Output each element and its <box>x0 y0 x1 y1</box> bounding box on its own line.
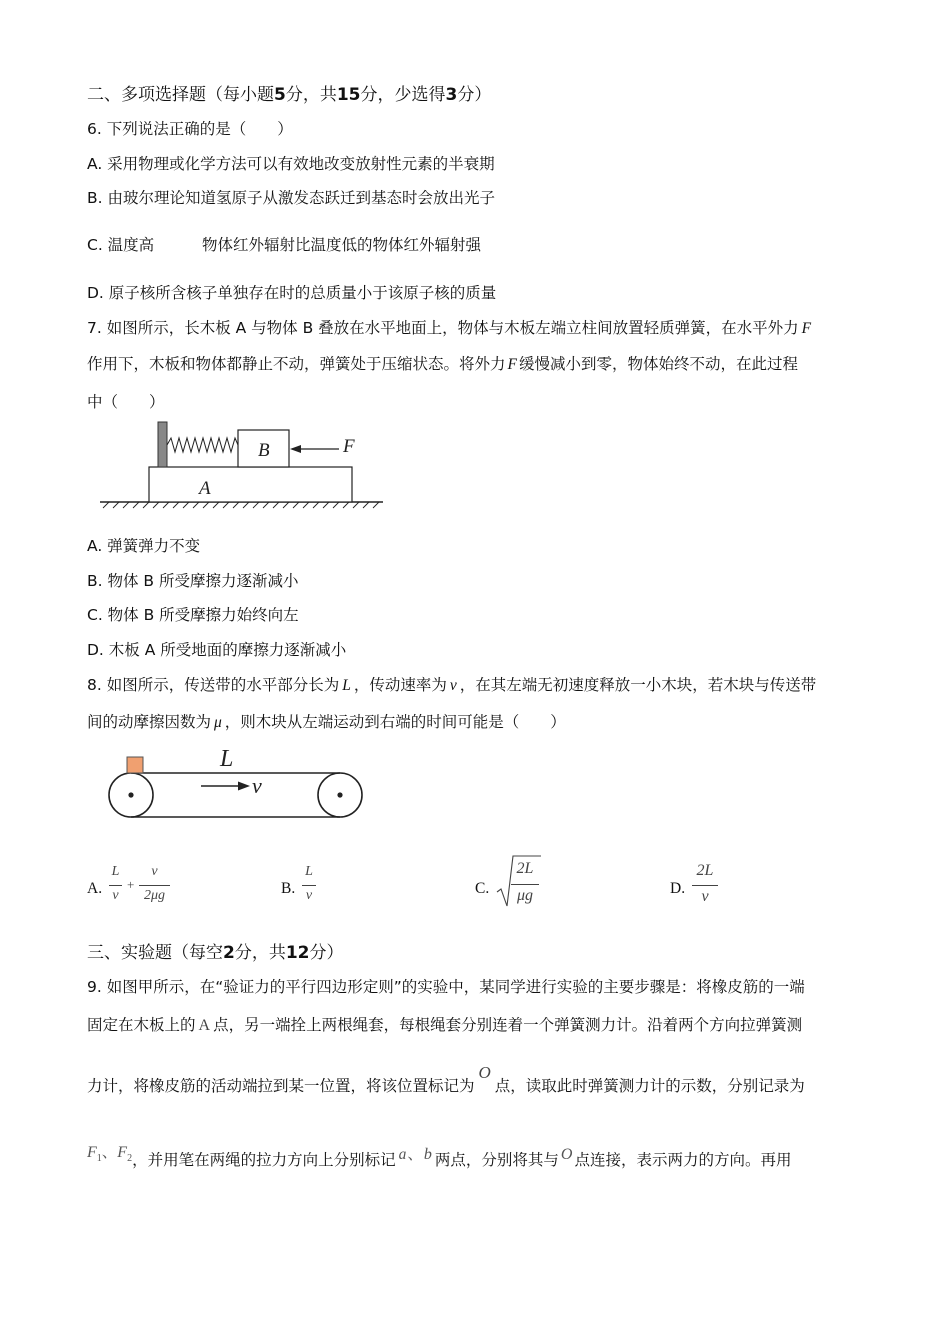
fraction-bar <box>511 884 539 885</box>
question-6-option-a: A. 采用物理或化学方法可以有效地改变放射性元素的半衰期 <box>87 155 495 173</box>
question-7-option-d: D. 木板 A 所受地面的摩擦力逐渐减小 <box>87 641 347 659</box>
heading-number: 3 <box>445 85 458 105</box>
heading-number: 15 <box>336 85 361 105</box>
stem-text: 间的动摩擦因数为 <box>87 713 212 731</box>
option-a-fraction-2 <box>139 864 170 908</box>
heading-number: 5 <box>274 85 286 105</box>
board-A <box>149 467 352 502</box>
separator: 、 <box>101 1143 118 1161</box>
question-9-line-1: 9. 如图甲所示，在“验证力的平行四边形定则”的实验中，某同学进行实验的主要步骤是：将橡皮筋的一端 <box>87 978 805 996</box>
heading-text: 二、多项选择题（每小题 <box>87 85 274 105</box>
numerator: L <box>305 864 313 879</box>
variable-F1: F <box>87 1144 97 1161</box>
heading-text: 三、实验题（每空 <box>87 943 223 963</box>
stem-text: 力计，将橡皮筋的活动端拉到某一位置，将该位置标记为 <box>87 1077 475 1095</box>
option-b-fraction <box>302 864 316 908</box>
stem-text: 点，读取此时弹簧测力计的示数，分别记录为 <box>494 1077 805 1095</box>
question-9-line-4 <box>87 1143 792 1172</box>
fraction-bar <box>692 885 718 886</box>
question-7-option-a: A. 弹簧弹力不变 <box>87 537 201 555</box>
label-B: B <box>258 440 270 461</box>
point-O: O <box>478 1063 491 1082</box>
question-6-option-d: D. 原子核所含核子单独存在时的总质量小于该原子核的质量 <box>87 284 497 302</box>
variable-F: F <box>801 320 812 337</box>
stem-text: 8. 如图所示，传送带的水平部分长为 <box>87 676 340 694</box>
question-7-option-c: C. 物体 B 所受摩擦力始终向左 <box>87 606 299 624</box>
heading-text: 分） <box>309 943 344 963</box>
heading-text: 分） <box>457 85 492 105</box>
plus-sign: + <box>127 877 135 892</box>
stem-text: 两点，分别将其与 <box>434 1151 559 1169</box>
stem-text: 作用下，木板和物体都静止不动，弹簧处于压缩状态。将外力 <box>87 355 506 373</box>
question-9-line-3 <box>87 1063 805 1096</box>
wooden-block <box>127 757 143 773</box>
force-arrow-head <box>290 445 301 453</box>
variable-L: L <box>342 677 351 694</box>
question-7-line-2 <box>87 352 798 374</box>
option-a-fraction-1 <box>109 864 122 908</box>
question-7-line-3: 中（ ） <box>87 393 165 411</box>
label-v: v <box>252 773 262 798</box>
question-8-option-d-label: D. <box>670 880 686 897</box>
option-c-fraction <box>511 858 539 908</box>
fraction-bar <box>139 885 170 886</box>
point-a: a <box>398 1146 407 1163</box>
question-8-line-1 <box>87 673 816 695</box>
question-7-line-1 <box>87 316 811 338</box>
denominator: 2μg <box>143 888 166 903</box>
numerator: 2L <box>516 860 534 877</box>
variable-F2: F <box>117 1144 128 1161</box>
denominator: v <box>305 888 313 903</box>
heading-number: 12 <box>285 943 310 963</box>
numerator: v <box>151 864 158 879</box>
label-F: F <box>343 436 355 457</box>
question-6-option-c-part1: C. 温度高 <box>87 236 155 254</box>
point-A: A <box>198 1017 211 1034</box>
stem-text: ，在其左端无初速度释放一小木块，若木块与传送带 <box>459 676 817 694</box>
question-7-option-b: B. 物体 B 所受摩擦力逐渐减小 <box>87 572 299 590</box>
board-block-spring-figure <box>95 418 395 514</box>
left-pulley-axle <box>128 792 133 797</box>
stem-text: ，传动速率为 <box>353 676 447 694</box>
question-8-option-b-label: B. <box>281 880 296 897</box>
denominator: v <box>112 888 119 903</box>
stem-text: ，并用笔在两绳的拉力方向上分别标记 <box>132 1151 396 1169</box>
question-9-line-2 <box>87 1013 802 1035</box>
denominator: v <box>701 888 709 905</box>
heading-text: 分，共 <box>234 943 286 963</box>
option-d-fraction <box>692 862 718 910</box>
point-O: O <box>560 1146 573 1163</box>
variable-F: F <box>507 356 517 373</box>
velocity-arrow-head <box>238 782 250 791</box>
spring <box>167 438 238 452</box>
stem-text: 点，另一端拴上两根绳套，每根绳套分别连着一个弹簧测力计。沿着两个方向拉弹簧测 <box>213 1016 803 1034</box>
subscript-1: 1 <box>96 1153 102 1165</box>
subscript-2: 2 <box>127 1153 133 1165</box>
label-L: L <box>220 746 234 772</box>
variable-v: v <box>449 677 457 694</box>
point-b: b <box>423 1146 432 1163</box>
fraction-bar <box>109 885 122 886</box>
stem-text: 缓慢减小到零，物体始终不动，在此过程 <box>518 355 798 373</box>
variable-mu: μ <box>214 714 222 731</box>
fraction-bar <box>302 885 316 886</box>
heading-text: 分，共 <box>285 85 337 105</box>
stem-text: 点连接，表示两力的方向。再用 <box>574 1151 792 1169</box>
question-8-option-c-label: C. <box>475 880 490 897</box>
question-8-option-a-label: A. <box>87 880 103 897</box>
question-6-stem: 6. 下列说法正确的是（ ） <box>87 120 293 138</box>
denominator: μg <box>516 887 534 904</box>
ground-hatching <box>103 502 379 508</box>
stem-text: 固定在木板上的 <box>87 1016 196 1034</box>
heading-text: 分，少选得 <box>360 85 446 105</box>
section-heading-multiple-choice <box>87 80 491 105</box>
right-pulley-axle <box>337 792 342 797</box>
separator: 、 <box>407 1145 423 1163</box>
post <box>158 422 167 467</box>
label-A: A <box>199 478 211 499</box>
stem-text: 7. 如图所示，长木板 A 与物体 B 叠放在水平地面上，物体与木板左端立柱间放置轻质弹簧，在水平外力 <box>87 319 799 337</box>
conveyor-belt-figure <box>100 740 375 825</box>
section-heading-experiment <box>87 938 344 963</box>
numerator: L <box>111 864 120 879</box>
stem-text: ，则木块从左端运动到右端的时间可能是（ ） <box>224 713 566 731</box>
question-6-option-c-part2: 物体红外辐射比温度低的物体红外辐射强 <box>202 236 482 254</box>
heading-number: 2 <box>223 943 235 963</box>
question-6-option-b: B. 由玻尔理论知道氢原子从激发态跃迁到基态时会放出光子 <box>87 189 495 207</box>
numerator: 2L <box>696 862 714 879</box>
question-8-line-2 <box>87 710 566 732</box>
